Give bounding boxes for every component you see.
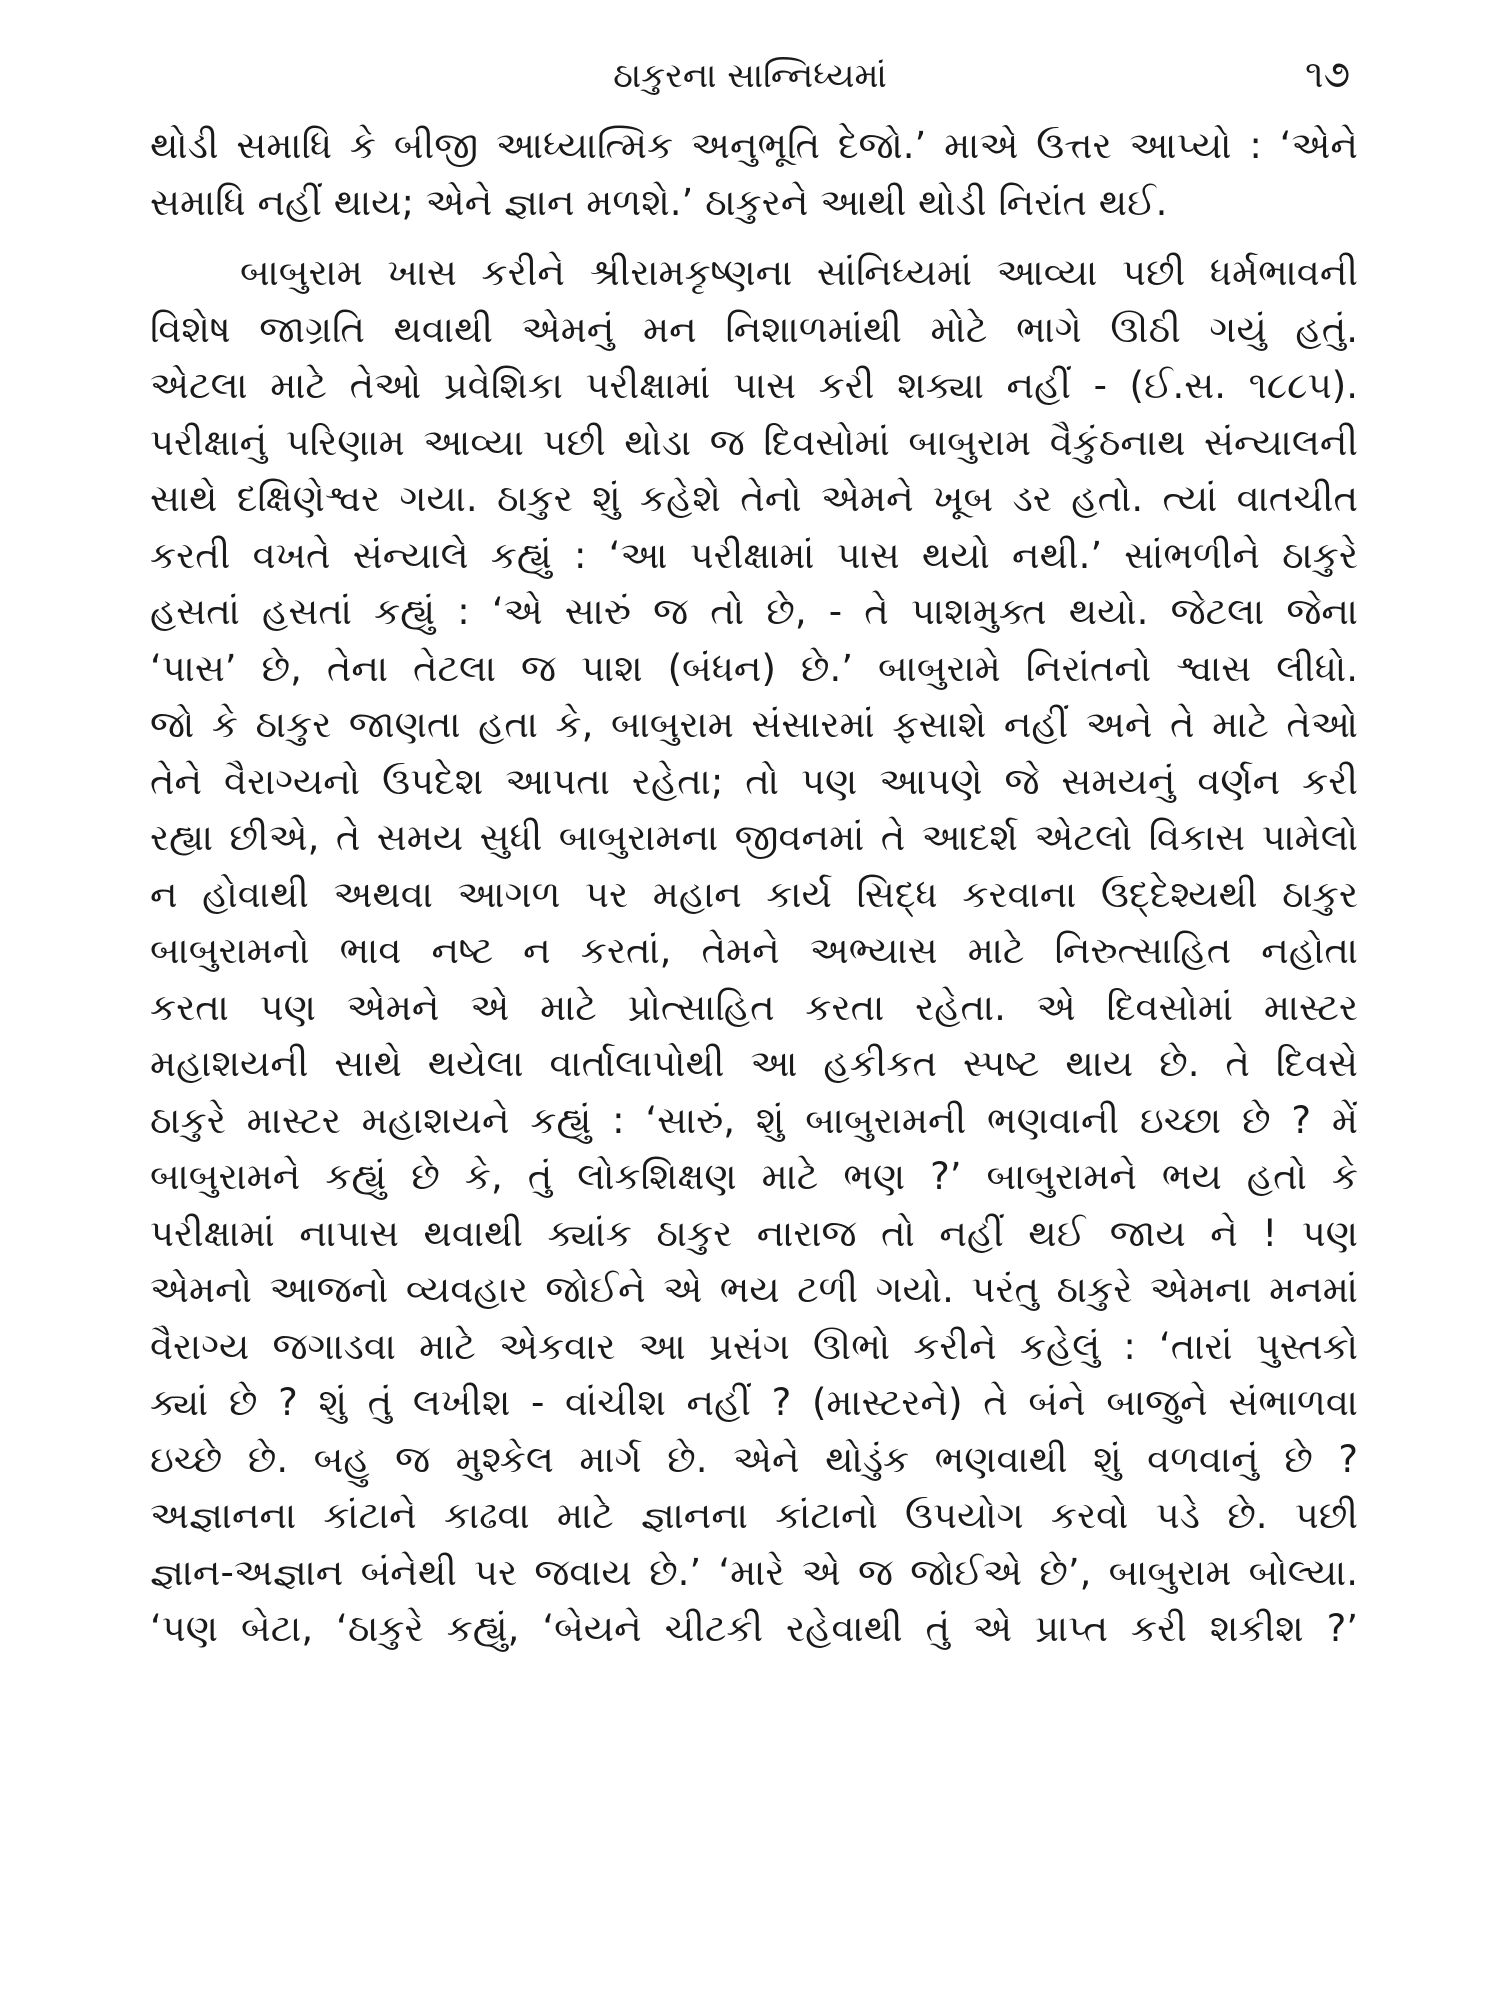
text-line: થોડી સમાધિ કે બીજી આધ્યાત્મિક અનુભૂતિ દેજો.’ માએ ઉત્તર આપ્યો : ‘એને [150,124,1358,167]
text-line: વૈરાગ્ય જગાડવા માટે એકવાર આ પ્રસંગ ઊભો કરીને કહેલું : ‘તારાં પુસ્તકો [150,1324,1358,1368]
text-line: ક્યાં છે ? શું તું લખીશ - વાંચીશ નહીં ? (માસ્ટરને) તે બંને બાજુને સંભાળવા [150,1381,1358,1424]
body-text [150,118,1358,1658]
text-line: જો કે ઠાકુર જાણતા હતા કે, બાબુરામ સંસારમાં ફસાશે નહીં અને તે માટે તેઓ [150,703,1358,746]
text-line: કરતા પણ એમને એ માટે પ્રોત્સાહિત કરતા રહેતા. એ દિવસોમાં માસ્ટર [150,985,1358,1029]
running-title: ઠાકુરના સાન્નિધ્યમાં [613,56,887,96]
page-number: ૧૭ [1304,52,1350,96]
running-header [0,52,1500,112]
paragraph-2 [150,245,1358,1658]
text-line: ‘પણ બેટા, ‘ઠાકુરે કહ્યું, ‘બેયને ચીટકી રહેવાથી તું એ પ્રાપ્ત કરી શકીશ ?’ [150,1607,1358,1650]
text-line: કરતી વખતે સંન્યાલે કહ્યું : ‘આ પરીક્ષામાં પાસ થયો નથી.’ સાંભળીને ઠાકુરે [150,533,1358,577]
text-line: પરીક્ષામાં નાપાસ થવાથી ક્યાંક ઠાકુર નારાજ તો નહીં થઈ જાય ને ! પણ [150,1211,1358,1255]
text-line: એટલા માટે તેઓ પ્રવેશિકા પરીક્ષામાં પાસ કરી શક્યા નહીં - (ઈ.સ. ૧૮૮૫). [150,364,1358,407]
text-line: વિશેષ જાગ્રતિ થવાથી એમનું મન નિશાળમાંથી મોટે ભાગે ઊઠી ગયું હતું. [150,307,1358,351]
text-line: મહાશયની સાથે થયેલા વાર્તાલાપોથી આ હકીકત સ્પષ્ટ થાય છે. તે દિવસે [150,1042,1358,1085]
text-line: પરીક્ષાનું પરિણામ આવ્યા પછી થોડા જ દિવસોમાં બાબુરામ વૈકુંઠનાથ સંન્યાલની [150,420,1358,464]
text-line: ઠાકુરે માસ્ટર મહાશયને કહ્યું : ‘સારું, શું બાબુરામની ભણવાની ઇચ્છા છે ? મેં [150,1098,1358,1142]
paragraph-gap [150,231,1358,245]
text-line: ન હોવાથી અથવા આગળ પર મહાન કાર્ય સિદ્ધ કરવાના ઉદ્દેશ્યથી ઠાકુર [150,872,1358,916]
text-line: બાબુરામને કહ્યું છે કે, તું લોકશિક્ષણ માટે ભણ ?’ બાબુરામને ભય હતો કે [150,1155,1358,1198]
text-line: જ્ઞાન-અજ્ઞાન બંનેથી પર જવાય છે.’ ‘મારે એ જ જોઈએ છે’, બાબુરામ બોલ્યા. [150,1550,1358,1594]
text-line: એમનો આજનો વ્યવહાર જોઈને એ ભય ટળી ગયો. પરંતુ ઠાકુરે એમના મનમાં [150,1268,1358,1311]
text-line: રહ્યા છીએ, તે સમય સુધી બાબુરામના જીવનમાં તે આદર્શ એટલો વિકાસ પામેલો [150,816,1358,859]
text-line: બાબુરામનો ભાવ નષ્ટ ન કરતાં, તેમને અભ્યાસ માટે નિરુત્સાહિત નહોતા [150,929,1358,972]
text-line: હસતાં હસતાં કહ્યું : ‘એ સારું જ તો છે, - તે પાશમુક્ત થયો. જેટલા જેના [150,590,1358,633]
text-line: બાબુરામ ખાસ કરીને શ્રીરામકૃષ્ણના સાંનિધ્યમાં આવ્યા પછી ધર્મભાવની [240,251,1358,294]
paragraph-1 [150,118,1358,231]
text-line: તેને વૈરાગ્યનો ઉપદેશ આપતા રહેતા; તો પણ આપણે જે સમયનું વર્ણન કરી [150,759,1358,803]
text-line: ‘પાસ’ છે, તેના તેટલા જ પાશ (બંધન) છે.’ બાબુરામે નિરાંતનો શ્વાસ લીધો. [150,646,1358,690]
text-line: ઇચ્છે છે. બહુ જ મુશ્કેલ માર્ગ છે. એને થોડુંક ભણવાથી શું વળવાનું છે ? [150,1437,1358,1481]
text-line: સમાધિ નહીં થાય; એને જ્ઞાન મળશે.’ ઠાકુરને આથી થોડી નિરાંત થઈ. [150,180,1168,224]
text-line: અજ્ઞાનના કાંટાને કાઢવા માટે જ્ઞાનના કાંટાનો ઉપયોગ કરવો પડે છે. પછી [150,1494,1358,1537]
text-line: સાથે દક્ષિણેશ્વર ગયા. ઠાકુર શું કહેશે તેનો એમને ખૂબ ડર હતો. ત્યાં વાતચીત [150,477,1358,520]
